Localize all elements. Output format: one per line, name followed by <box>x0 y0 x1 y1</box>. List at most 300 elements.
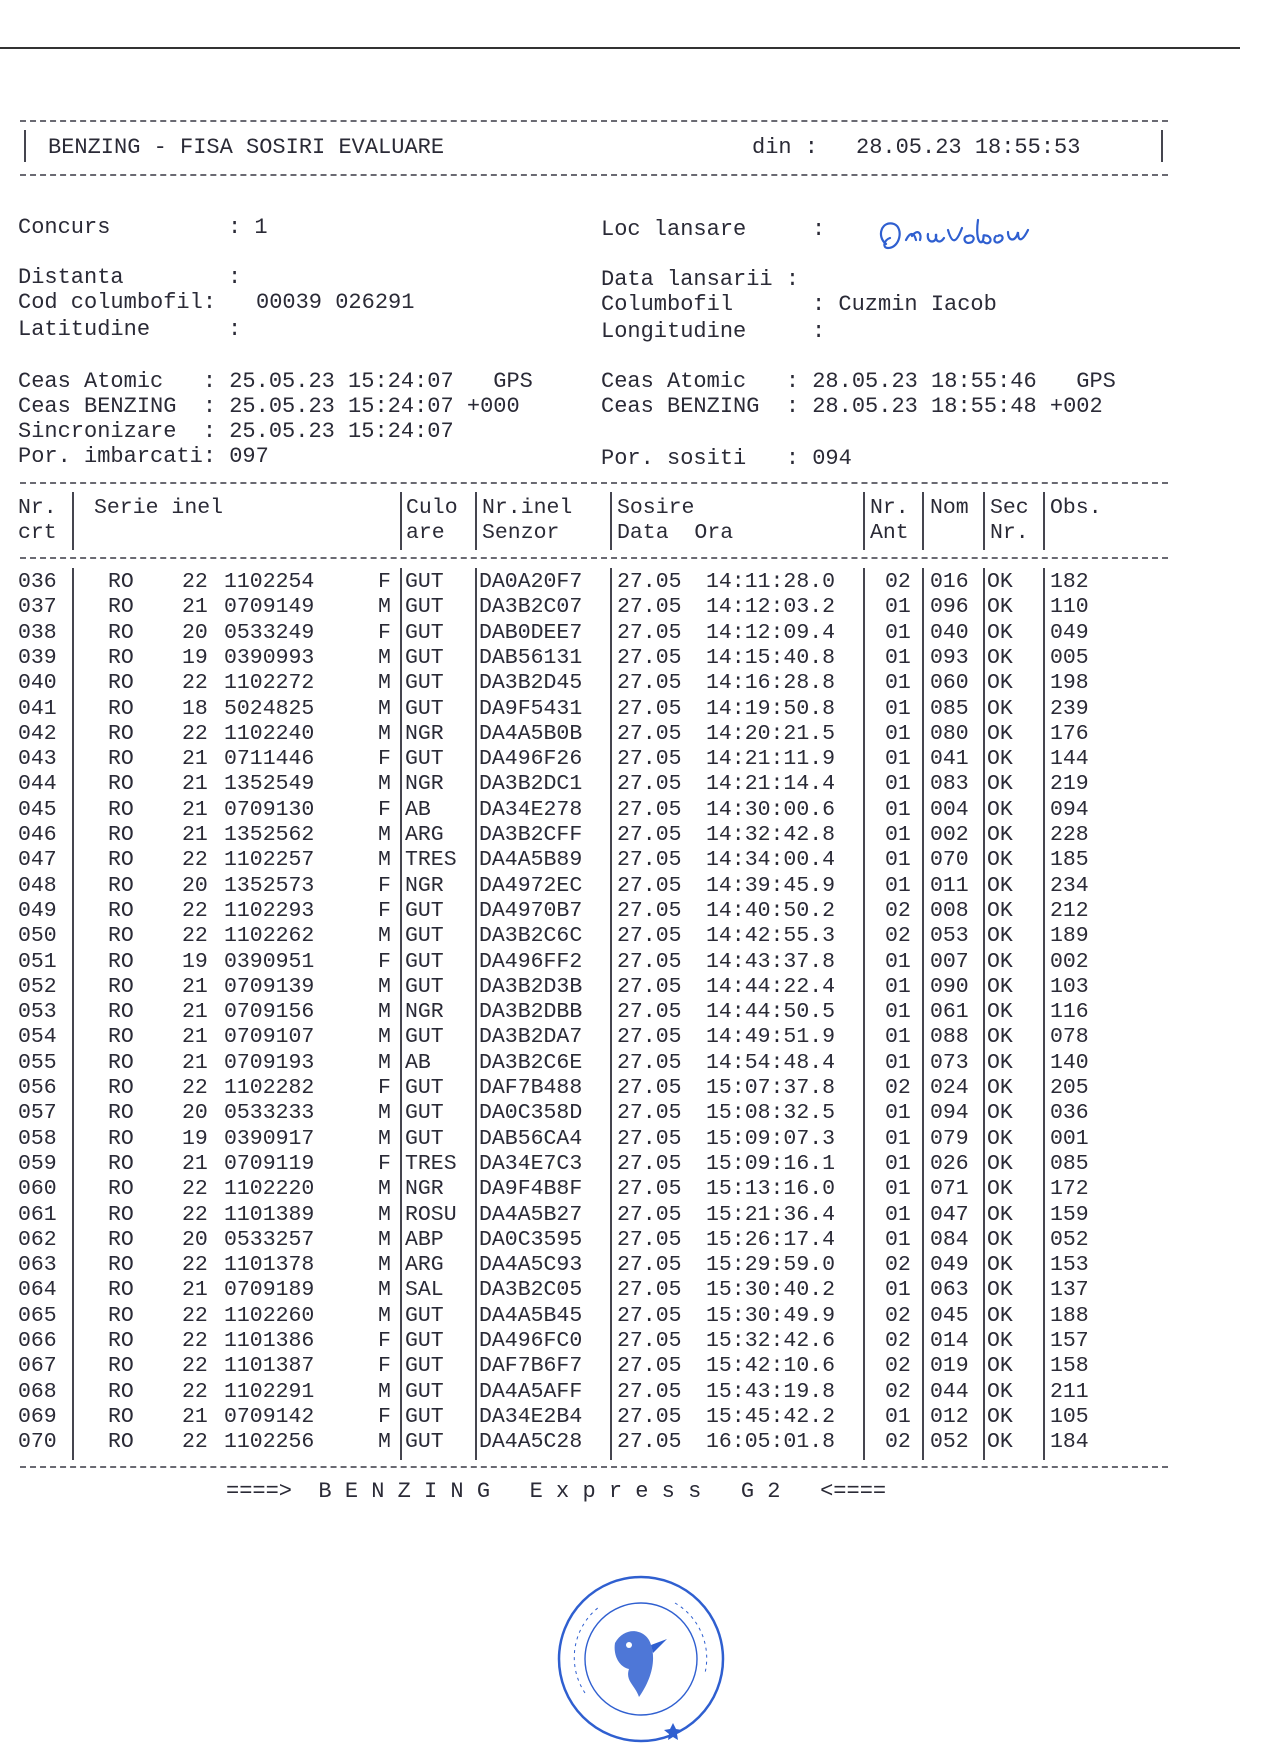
cell-sec: OK <box>987 949 1013 974</box>
col-header-culoare-1: Culo <box>406 496 458 520</box>
cell-nr-ant: 01 <box>885 1025 911 1050</box>
cell-ora: 14:39:45.9 <box>706 873 836 898</box>
cell-serie-inel: 1102291 <box>224 1379 315 1404</box>
cell-sec: OK <box>987 1278 1013 1303</box>
handwritten-loc-lansare <box>872 210 1042 260</box>
cell-nr-ant: 01 <box>885 1227 911 1252</box>
cell-obs: 188 <box>1050 1303 1089 1328</box>
cell-serie-inel: 0533233 <box>224 1101 315 1126</box>
cell-nr-crt: 063 <box>18 1253 57 1278</box>
cell-data: 27.05 <box>617 1354 682 1379</box>
cell-nom: 053 <box>930 924 969 949</box>
cell-serie-inel: 0709156 <box>224 1000 315 1025</box>
cell-senzor: DA0C358D <box>479 1101 583 1126</box>
cell-sex: F <box>378 898 391 923</box>
cell-nr-ant: 02 <box>885 1329 911 1353</box>
cell-an: 21 <box>182 1000 208 1025</box>
cod-columbofil-label: Cod columbofil: <box>18 290 217 315</box>
cell-tara: RO <box>108 1303 134 1328</box>
cell-nr-crt: 038 <box>18 620 57 645</box>
header-box-top <box>20 120 1168 122</box>
cell-nr-crt: 037 <box>18 595 57 620</box>
cell-obs: 182 <box>1050 570 1089 594</box>
cell-data: 27.05 <box>617 1025 682 1050</box>
header-box-bottom <box>20 174 1168 176</box>
cell-senzor: DA9F4B8F <box>479 1177 583 1202</box>
cell-tara: RO <box>108 974 134 999</box>
cell-nom: 079 <box>930 1126 969 1151</box>
cell-culoare: GUT <box>405 898 444 923</box>
cell-senzor: DAF7B6F7 <box>479 1354 583 1379</box>
cell-nr-ant: 02 <box>885 1430 911 1455</box>
cell-nom: 094 <box>930 1101 969 1126</box>
cell-nr-ant: 01 <box>885 823 911 847</box>
header-column-separator <box>983 492 985 550</box>
cell-obs: 159 <box>1050 1202 1089 1227</box>
cell-senzor: DA4970B7 <box>479 898 583 923</box>
cell-obs: 212 <box>1050 898 1089 923</box>
cell-nr-ant: 02 <box>885 1076 911 1100</box>
cell-tara: RO <box>108 1329 134 1353</box>
cell-an: 21 <box>182 797 208 822</box>
cell-data: 27.05 <box>617 1202 682 1227</box>
cell-senzor: DA4A5C93 <box>479 1253 583 1278</box>
report-date-value: 28.05.23 18:55:53 <box>856 135 1081 160</box>
cell-serie-inel: 1102272 <box>224 671 315 696</box>
cell-sex: M <box>378 1379 391 1404</box>
cell-nom: 090 <box>930 974 969 999</box>
cell-nr-ant: 01 <box>885 1000 911 1025</box>
cell-tara: RO <box>108 1101 134 1126</box>
cell-nr-ant: 01 <box>885 696 911 721</box>
cell-data: 27.05 <box>617 1303 682 1328</box>
cell-nr-ant: 02 <box>885 1379 911 1404</box>
cell-senzor: DA496FC0 <box>479 1329 583 1353</box>
cell-tara: RO <box>108 1404 134 1429</box>
cell-nr-crt: 039 <box>18 645 57 670</box>
cell-culoare: NGR <box>405 1000 444 1025</box>
cell-nom: 002 <box>930 823 969 847</box>
cell-data: 27.05 <box>617 924 682 949</box>
col-header-culoare-2: are <box>406 521 445 545</box>
cell-nom: 070 <box>930 848 969 873</box>
body-column-separator <box>475 568 477 1460</box>
cell-obs: 184 <box>1050 1430 1089 1455</box>
cell-culoare: ARG <box>405 1253 444 1278</box>
cell-sec: OK <box>987 1076 1013 1100</box>
cell-data: 27.05 <box>617 595 682 620</box>
cell-senzor: DA3B2DC1 <box>479 772 583 797</box>
cell-an: 22 <box>182 1430 208 1455</box>
cell-senzor: DA3B2C6E <box>479 1050 583 1075</box>
body-column-separator <box>610 568 612 1460</box>
cell-tara: RO <box>108 747 134 772</box>
cell-data: 27.05 <box>617 1404 682 1429</box>
cell-ora: 14:40:50.2 <box>706 898 836 923</box>
cell-nr-crt: 059 <box>18 1151 57 1176</box>
cell-serie-inel: 1102254 <box>224 570 315 594</box>
cell-culoare: GUT <box>405 949 444 974</box>
cell-obs: 189 <box>1050 924 1089 949</box>
cell-culoare: GUT <box>405 620 444 645</box>
cell-nr-crt: 051 <box>18 949 57 974</box>
cell-sex: M <box>378 848 391 873</box>
cell-obs: 157 <box>1050 1329 1089 1353</box>
cell-ora: 14:34:00.4 <box>706 848 836 873</box>
cell-sec: OK <box>987 1329 1013 1353</box>
cell-senzor: DA4A5B45 <box>479 1303 583 1328</box>
table-rule-header <box>20 557 1168 559</box>
cell-senzor: DA9F5431 <box>479 696 583 721</box>
cell-ora: 14:12:09.4 <box>706 620 836 645</box>
cell-an: 22 <box>182 1329 208 1353</box>
cell-sex: M <box>378 671 391 696</box>
cell-an: 22 <box>182 570 208 594</box>
cell-sex: M <box>378 1000 391 1025</box>
cell-serie-inel: 0390917 <box>224 1126 315 1151</box>
cell-tara: RO <box>108 595 134 620</box>
cell-sec: OK <box>987 1354 1013 1379</box>
cell-sex: M <box>378 772 391 797</box>
concurs-value: : 1 <box>228 215 268 240</box>
cell-sex: M <box>378 1177 391 1202</box>
cell-culoare: ARG <box>405 823 444 847</box>
cell-obs: 110 <box>1050 595 1089 620</box>
cell-nr-ant: 01 <box>885 797 911 822</box>
cell-data: 27.05 <box>617 848 682 873</box>
cell-nom: 019 <box>930 1354 969 1379</box>
cell-nr-crt: 047 <box>18 848 57 873</box>
cell-sec: OK <box>987 1253 1013 1278</box>
cell-ora: 15:45:42.2 <box>706 1404 836 1429</box>
cell-sex: F <box>378 1151 391 1176</box>
cell-senzor: DA3B2CFF <box>479 823 583 847</box>
cell-culoare: SAL <box>405 1278 444 1303</box>
cell-sec: OK <box>987 924 1013 949</box>
cell-nom: 026 <box>930 1151 969 1176</box>
cell-nr-ant: 01 <box>885 873 911 898</box>
cell-nom: 071 <box>930 1177 969 1202</box>
cell-serie-inel: 1352573 <box>224 873 315 898</box>
cell-data: 27.05 <box>617 721 682 746</box>
cell-nr-ant: 01 <box>885 595 911 620</box>
sincronizare: Sincronizare : 25.05.23 15:24:07 <box>18 419 454 444</box>
cell-culoare: GUT <box>405 1101 444 1126</box>
col-header-obs: Obs. <box>1050 496 1102 520</box>
cell-obs: 002 <box>1050 949 1089 974</box>
cell-an: 19 <box>182 1126 208 1151</box>
table-rule-top <box>20 482 1168 484</box>
cell-nom: 084 <box>930 1227 969 1252</box>
cell-senzor: DA3B2D45 <box>479 671 583 696</box>
cell-senzor: DA4A5B0B <box>479 721 583 746</box>
cell-data: 27.05 <box>617 671 682 696</box>
cell-nr-ant: 01 <box>885 1126 911 1151</box>
cell-nr-crt: 061 <box>18 1202 57 1227</box>
table-rule-bottom <box>20 1466 1168 1468</box>
cell-obs: 144 <box>1050 747 1089 772</box>
ceas-atomic-start: Ceas Atomic : 25.05.23 15:24:07 GPS <box>18 369 533 394</box>
cell-an: 20 <box>182 1101 208 1126</box>
cell-an: 21 <box>182 974 208 999</box>
cell-tara: RO <box>108 1177 134 1202</box>
cell-obs: 105 <box>1050 1404 1089 1429</box>
cell-an: 22 <box>182 671 208 696</box>
cell-ora: 15:13:16.0 <box>706 1177 836 1202</box>
cell-tara: RO <box>108 1151 134 1176</box>
cell-obs: 049 <box>1050 620 1089 645</box>
columbofil-value: : Cuzmin Iacob <box>812 292 997 317</box>
cell-sec: OK <box>987 1404 1013 1429</box>
cell-sec: OK <box>987 1177 1013 1202</box>
cell-sec: OK <box>987 570 1013 594</box>
cell-obs: 085 <box>1050 1151 1089 1176</box>
cell-tara: RO <box>108 570 134 594</box>
cell-obs: 172 <box>1050 1177 1089 1202</box>
cell-nr-ant: 01 <box>885 1202 911 1227</box>
cell-senzor: DAB56CA4 <box>479 1126 583 1151</box>
cell-ora: 15:29:59.0 <box>706 1253 836 1278</box>
body-column-separator <box>400 568 402 1460</box>
cell-serie-inel: 1101387 <box>224 1354 315 1379</box>
cell-obs: 052 <box>1050 1227 1089 1252</box>
cell-nr-ant: 02 <box>885 898 911 923</box>
cell-nom: 052 <box>930 1430 969 1455</box>
cell-culoare: TRES <box>405 848 457 873</box>
cell-tara: RO <box>108 898 134 923</box>
cell-sec: OK <box>987 823 1013 847</box>
cell-serie-inel: 1102220 <box>224 1177 315 1202</box>
cell-ora: 15:30:49.9 <box>706 1303 836 1328</box>
cell-nr-crt: 055 <box>18 1050 57 1075</box>
cell-serie-inel: 1102256 <box>224 1430 315 1455</box>
cell-serie-inel: 1352549 <box>224 772 315 797</box>
cell-tara: RO <box>108 1278 134 1303</box>
cell-culoare: TRES <box>405 1151 457 1176</box>
cell-ora: 14:44:50.5 <box>706 1000 836 1025</box>
col-header-senzor: Senzor <box>482 521 560 545</box>
cell-sec: OK <box>987 1202 1013 1227</box>
cell-sec: OK <box>987 1025 1013 1050</box>
cell-culoare: GUT <box>405 595 444 620</box>
cell-nr-crt: 070 <box>18 1430 57 1455</box>
cell-serie-inel: 1102282 <box>224 1076 315 1100</box>
cell-serie-inel: 0533257 <box>224 1227 315 1252</box>
cell-tara: RO <box>108 1379 134 1404</box>
cell-an: 18 <box>182 696 208 721</box>
body-column-separator <box>863 568 865 1460</box>
cell-nr-crt: 054 <box>18 1025 57 1050</box>
cell-nr-crt: 057 <box>18 1101 57 1126</box>
cell-nr-crt: 050 <box>18 924 57 949</box>
cell-tara: RO <box>108 1050 134 1075</box>
header-box-left <box>24 130 26 162</box>
cell-serie-inel: 0709139 <box>224 974 315 999</box>
cell-nr-ant: 01 <box>885 1404 911 1429</box>
cell-culoare: GUT <box>405 1025 444 1050</box>
cell-serie-inel: 1102260 <box>224 1303 315 1328</box>
cell-sex: M <box>378 1253 391 1278</box>
cell-sec: OK <box>987 747 1013 772</box>
longitudine-value: : <box>812 319 826 344</box>
cell-nr-crt: 069 <box>18 1404 57 1429</box>
cell-tara: RO <box>108 1076 134 1100</box>
cell-serie-inel: 0709119 <box>224 1151 315 1176</box>
cell-data: 27.05 <box>617 645 682 670</box>
cell-nom: 008 <box>930 898 969 923</box>
cell-an: 21 <box>182 1025 208 1050</box>
cell-nr-ant: 01 <box>885 645 911 670</box>
cell-culoare: AB <box>405 1050 431 1075</box>
cell-culoare: ROSU <box>405 1202 457 1227</box>
cell-sec: OK <box>987 620 1013 645</box>
cell-culoare: NGR <box>405 873 444 898</box>
report-date-label: din : <box>752 135 819 160</box>
cell-nr-crt: 056 <box>18 1076 57 1100</box>
cell-sex: M <box>378 1101 391 1126</box>
cell-nom: 049 <box>930 1253 969 1278</box>
cell-tara: RO <box>108 848 134 873</box>
cell-nr-crt: 041 <box>18 696 57 721</box>
cell-tara: RO <box>108 1025 134 1050</box>
cell-nom: 085 <box>930 696 969 721</box>
body-column-separator <box>1043 568 1045 1460</box>
cell-nr-crt: 064 <box>18 1278 57 1303</box>
cell-tara: RO <box>108 1430 134 1455</box>
cell-nom: 016 <box>930 570 969 594</box>
cell-serie-inel: 0709149 <box>224 595 315 620</box>
cell-nr-crt: 046 <box>18 823 57 847</box>
cell-nom: 041 <box>930 747 969 772</box>
cell-sex: M <box>378 1278 391 1303</box>
cell-sex: F <box>378 1329 391 1353</box>
col-header-data-ora: Data Ora <box>617 521 734 545</box>
association-stamp <box>555 1573 727 1745</box>
cell-data: 27.05 <box>617 1101 682 1126</box>
cell-serie-inel: 1102262 <box>224 924 315 949</box>
cell-culoare: GUT <box>405 1303 444 1328</box>
cell-serie-inel: 0390993 <box>224 645 315 670</box>
cell-nr-crt: 062 <box>18 1227 57 1252</box>
cell-serie-inel: 1101386 <box>224 1329 315 1353</box>
header-column-separator <box>863 492 865 550</box>
cell-data: 27.05 <box>617 772 682 797</box>
data-lansarii-label: Data lansarii : <box>601 267 800 292</box>
cell-serie-inel: 0709189 <box>224 1278 315 1303</box>
cell-ora: 15:07:37.8 <box>706 1076 836 1100</box>
cell-sex: M <box>378 1050 391 1075</box>
cell-an: 22 <box>182 898 208 923</box>
cell-sex: M <box>378 696 391 721</box>
cell-sec: OK <box>987 772 1013 797</box>
cell-an: 19 <box>182 949 208 974</box>
cell-ora: 14:30:00.6 <box>706 797 836 822</box>
cell-nr-ant: 01 <box>885 848 911 873</box>
cell-sec: OK <box>987 1379 1013 1404</box>
cell-sec: OK <box>987 797 1013 822</box>
cell-nr-crt: 060 <box>18 1177 57 1202</box>
cell-nr-ant: 01 <box>885 1177 911 1202</box>
cell-nr-ant: 01 <box>885 949 911 974</box>
cell-an: 21 <box>182 747 208 772</box>
cell-culoare: GUT <box>405 1076 444 1100</box>
cell-nr-ant: 02 <box>885 570 911 594</box>
cell-nr-crt: 065 <box>18 1303 57 1328</box>
cell-serie-inel: 1102293 <box>224 898 315 923</box>
cell-obs: 036 <box>1050 1101 1089 1126</box>
ceas-benzing-end: Ceas BENZING : 28.05.23 18:55:48 +002 <box>601 394 1103 419</box>
cell-serie-inel: 5024825 <box>224 696 315 721</box>
cell-obs: 158 <box>1050 1354 1089 1379</box>
cell-nom: 024 <box>930 1076 969 1100</box>
longitudine-label: Longitudine <box>601 319 747 344</box>
cell-nom: 045 <box>930 1303 969 1328</box>
cell-tara: RO <box>108 1126 134 1151</box>
cell-an: 22 <box>182 1354 208 1379</box>
cell-sex: M <box>378 1202 391 1227</box>
cell-serie-inel: 0709130 <box>224 797 315 822</box>
cell-serie-inel: 1101389 <box>224 1202 315 1227</box>
cell-tara: RO <box>108 797 134 822</box>
cell-nom: 088 <box>930 1025 969 1050</box>
porumbei-imbarcati: Por. imbarcati: 097 <box>18 444 269 469</box>
header-column-separator <box>922 492 924 550</box>
cell-nr-crt: 045 <box>18 797 57 822</box>
cell-sec: OK <box>987 721 1013 746</box>
cell-ora: 14:42:55.3 <box>706 924 836 949</box>
cell-tara: RO <box>108 873 134 898</box>
cell-serie-inel: 1101378 <box>224 1253 315 1278</box>
col-header-sosire: Sosire <box>617 496 695 520</box>
cell-sex: F <box>378 873 391 898</box>
cell-sec: OK <box>987 696 1013 721</box>
cell-serie-inel: 0711446 <box>224 747 315 772</box>
cell-senzor: DA3B2C07 <box>479 595 583 620</box>
cell-nr-crt: 066 <box>18 1329 57 1353</box>
cell-nr-ant: 01 <box>885 772 911 797</box>
cell-an: 20 <box>182 873 208 898</box>
cell-data: 27.05 <box>617 797 682 822</box>
cell-obs: 176 <box>1050 721 1089 746</box>
cell-an: 22 <box>182 924 208 949</box>
cell-data: 27.05 <box>617 570 682 594</box>
cell-ora: 14:21:11.9 <box>706 747 836 772</box>
cell-tara: RO <box>108 949 134 974</box>
cell-obs: 103 <box>1050 974 1089 999</box>
cod-columbofil-value: 00039 026291 <box>256 290 415 315</box>
cell-culoare: GUT <box>405 1329 444 1353</box>
cell-sec: OK <box>987 1126 1013 1151</box>
cell-sec: OK <box>987 1430 1013 1455</box>
cell-data: 27.05 <box>617 1000 682 1025</box>
cell-data: 27.05 <box>617 1126 682 1151</box>
cell-sex: F <box>378 1404 391 1429</box>
cell-senzor: DA496F26 <box>479 747 583 772</box>
cell-nom: 080 <box>930 721 969 746</box>
cell-an: 20 <box>182 620 208 645</box>
cell-sec: OK <box>987 1151 1013 1176</box>
cell-nr-ant: 01 <box>885 721 911 746</box>
cell-culoare: NGR <box>405 772 444 797</box>
page-top-rule <box>0 47 1240 49</box>
cell-an: 19 <box>182 645 208 670</box>
cell-culoare: GUT <box>405 1126 444 1151</box>
cell-nom: 011 <box>930 873 969 898</box>
cell-nr-crt: 043 <box>18 747 57 772</box>
cell-ora: 14:54:48.4 <box>706 1050 836 1075</box>
report-title: BENZING - FISA SOSIRI EVALUARE <box>48 135 445 160</box>
cell-ora: 15:08:32.5 <box>706 1101 836 1126</box>
